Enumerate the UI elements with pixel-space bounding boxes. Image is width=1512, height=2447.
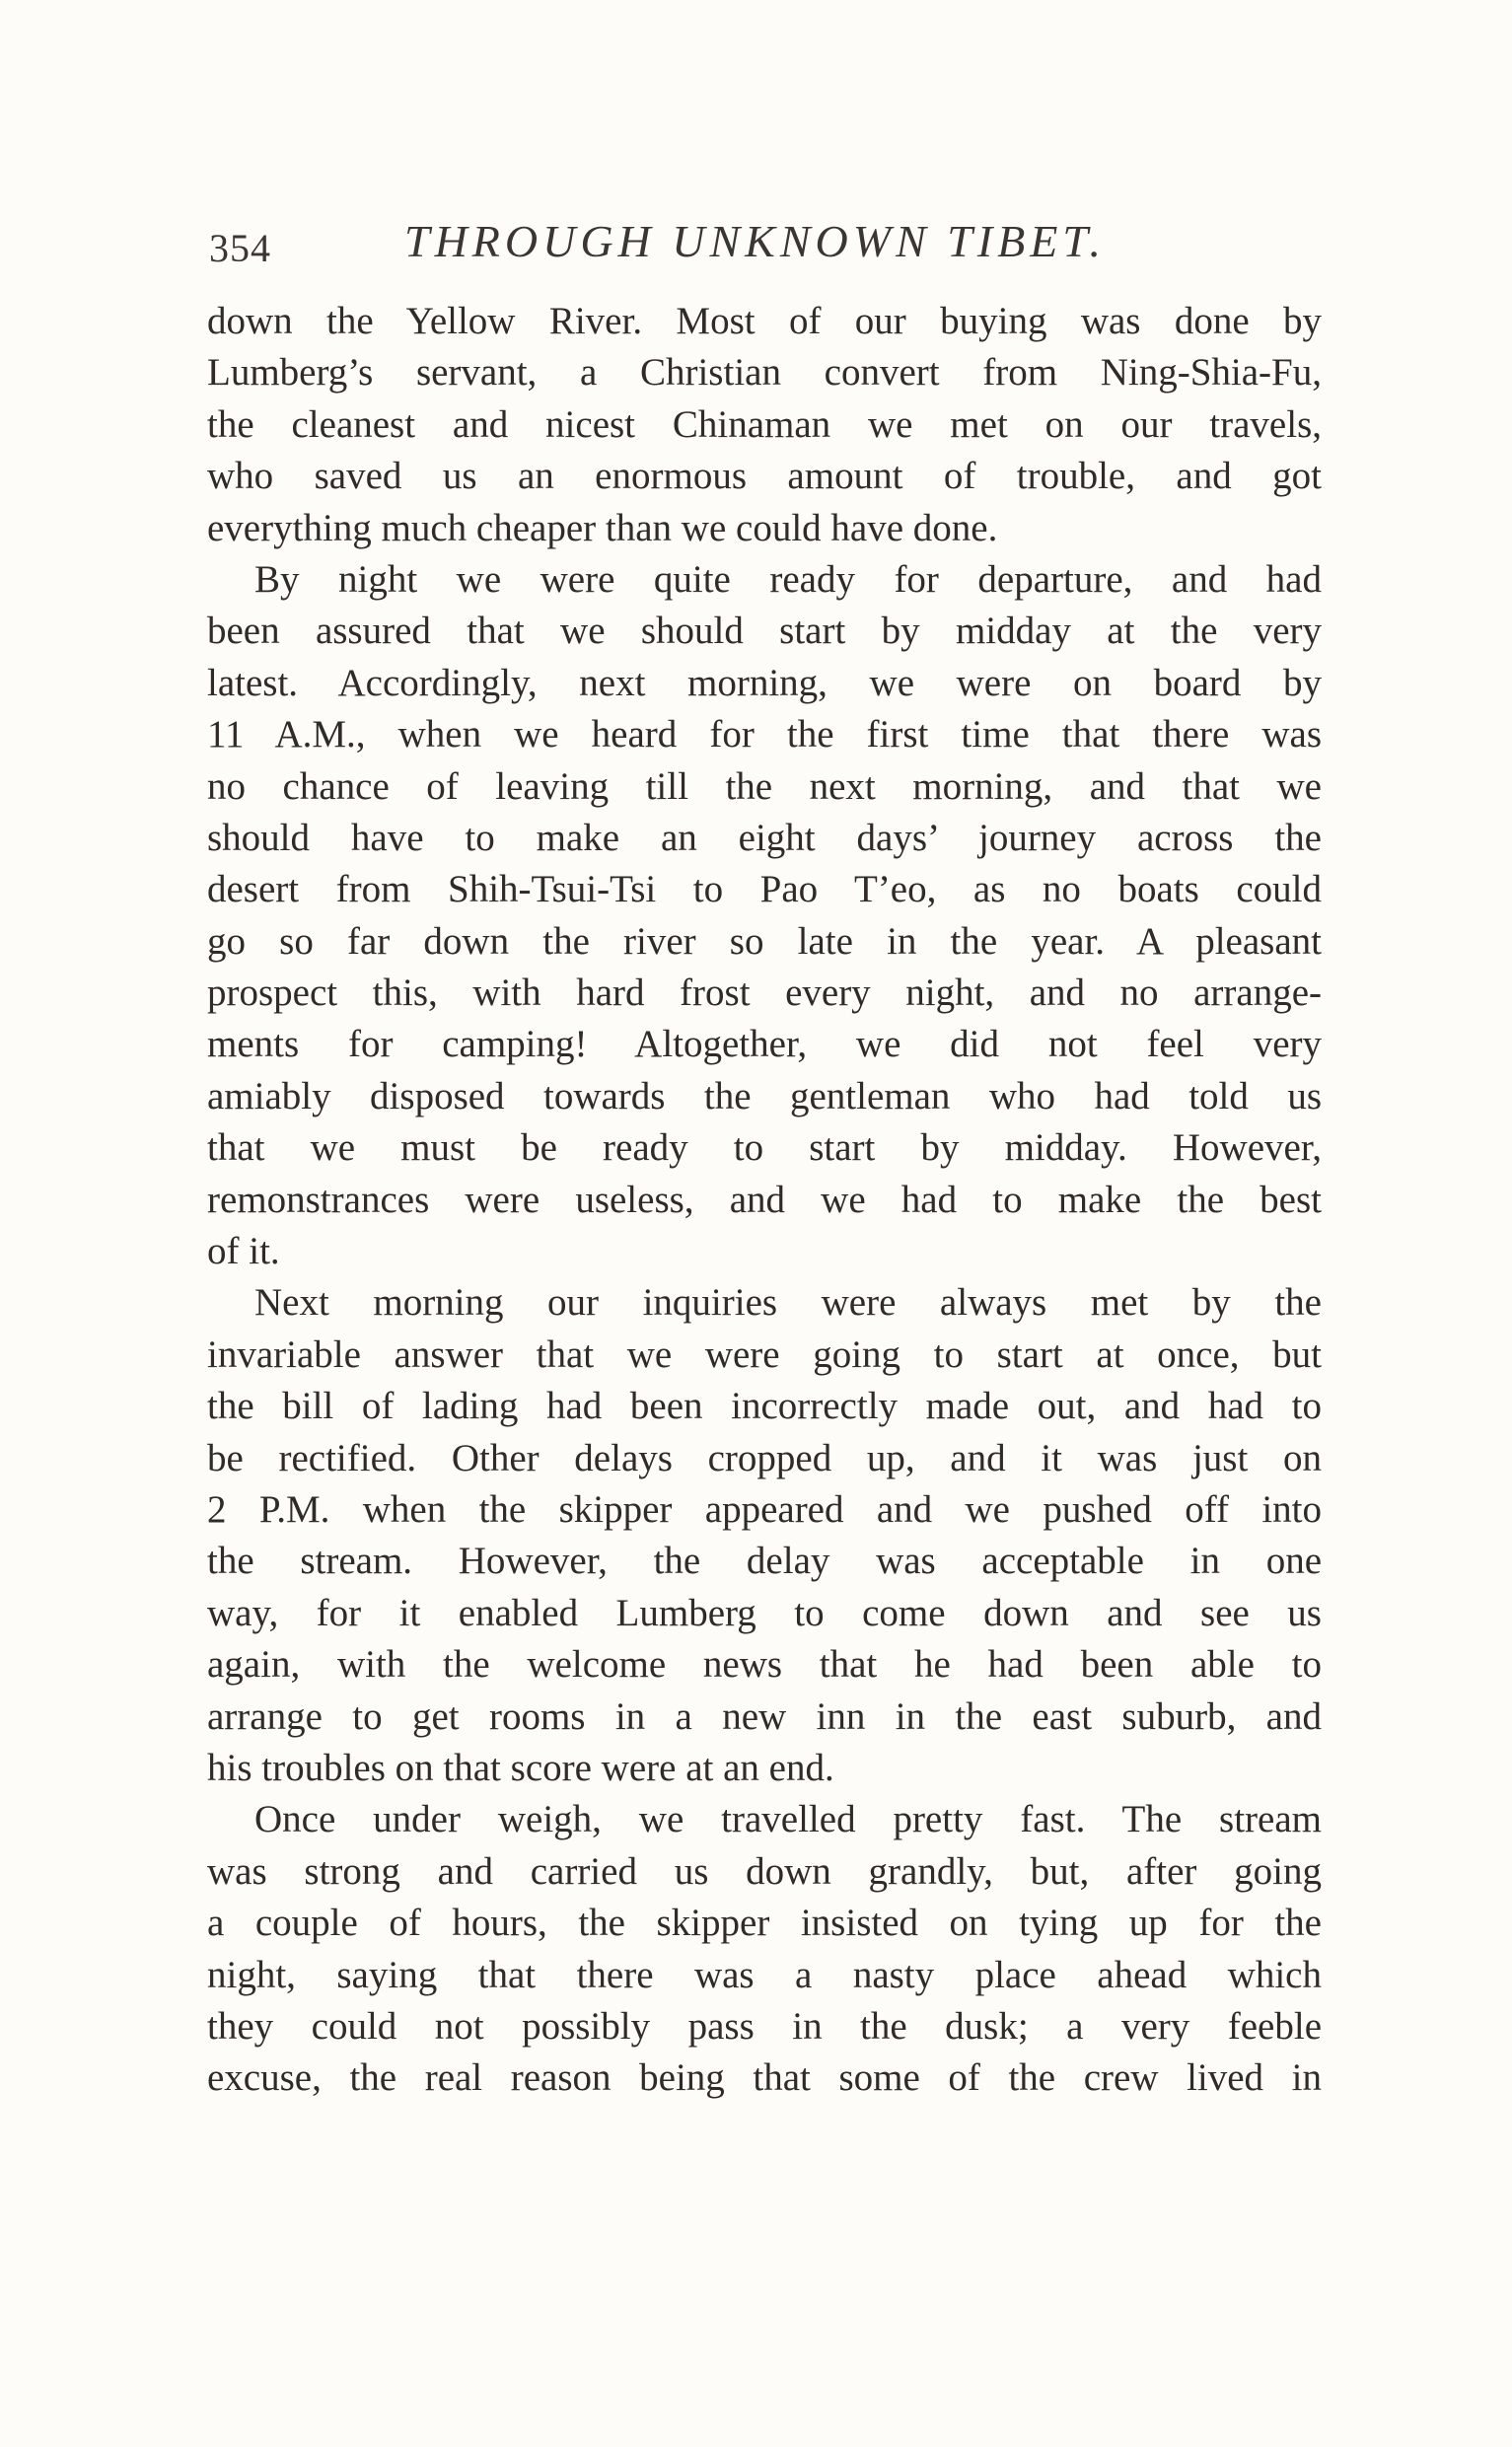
text-line: should have to make an eight days’ journey across the xyxy=(207,816,1322,859)
text-line: night, saying that there was a nasty place ahead which xyxy=(207,1953,1322,1996)
text-line: Lumberg’s servant, a Christian convert from Ning-Shia-Fu, xyxy=(207,351,1322,395)
text-line: amiably disposed towards the gentleman who had told us xyxy=(207,1074,1322,1117)
text-line: desert from Shih-Tsui-Tsi to Pao T’eo, as no boats could xyxy=(207,868,1322,911)
text-line: down the Yellow River. Most of our buying was done by xyxy=(207,300,1322,342)
text-line: prospect this, with hard frost every night, and no arrange- xyxy=(207,972,1322,1015)
text-line: the stream. However, the delay was acceptable in one xyxy=(207,1540,1322,1583)
page-header xyxy=(207,215,1322,284)
text-line: who saved us an enormous amount of trouble, and got xyxy=(207,455,1322,498)
text-line: the bill of lading had been incorrectly made out, and had to xyxy=(207,1385,1322,1428)
text-line: that we must be ready to start by midday. However, xyxy=(207,1126,1322,1170)
running-title: THROUGH UNKNOWN TIBET. xyxy=(404,216,1107,266)
text-line: of it. xyxy=(207,1230,280,1273)
text-line: everything much cheaper than we could have done. xyxy=(207,506,998,549)
text-line: ments for camping! Altogether, we did not feel very xyxy=(207,1023,1322,1066)
text-line: was strong and carried us down grandly, but, after going xyxy=(207,1849,1322,1893)
text-line: they could not possibly pass in the dusk; a very feeble xyxy=(207,2004,1322,2048)
text-line: Next morning our inquiries were always met by the xyxy=(254,1281,1322,1325)
text-line: Once under weigh, we travelled pretty fast. The stream xyxy=(254,1798,1322,1841)
text-line: By night we were quite ready for departure, and had xyxy=(254,557,1322,601)
body-text xyxy=(207,296,1322,2105)
page-number: 354 xyxy=(209,226,271,270)
text-line: arrange to get rooms in a new inn in the east suburb, and xyxy=(207,1694,1322,1738)
text-line: been assured that we should start by midday at the very xyxy=(207,610,1322,653)
text-line: no chance of leaving till the next morning, and that we xyxy=(207,764,1322,808)
text-line: go so far down the river so late in the year. A pleasant xyxy=(207,919,1322,963)
text-line: remonstrances were useless, and we had to make the best xyxy=(207,1178,1322,1221)
text-line: again, with the welcome news that he had been able to xyxy=(207,1643,1322,1687)
text-line: 11 A.M., when we heard for the first time that there was xyxy=(207,713,1322,756)
text-line: the cleanest and nicest Chinaman we met on our travels, xyxy=(207,402,1322,446)
text-line: invariable answer that we were going to start at once, but xyxy=(207,1332,1322,1376)
text-line: excuse, the real reason being that some of the crew lived in xyxy=(207,2056,1322,2100)
text-line: latest. Accordingly, next morning, we were on board by xyxy=(207,661,1322,704)
text-line: his troubles on that score were at an end. xyxy=(207,1746,834,1789)
text-line: a couple of hours, the skipper insisted on tying up for the xyxy=(207,1902,1322,1945)
text-line: way, for it enabled Lumberg to come down and see us xyxy=(207,1591,1322,1634)
text-line: be rectified. Other delays cropped up, and it was just on xyxy=(207,1436,1322,1479)
text-line: 2 P.M. when the skipper appeared and we pushed off into xyxy=(207,1487,1322,1531)
